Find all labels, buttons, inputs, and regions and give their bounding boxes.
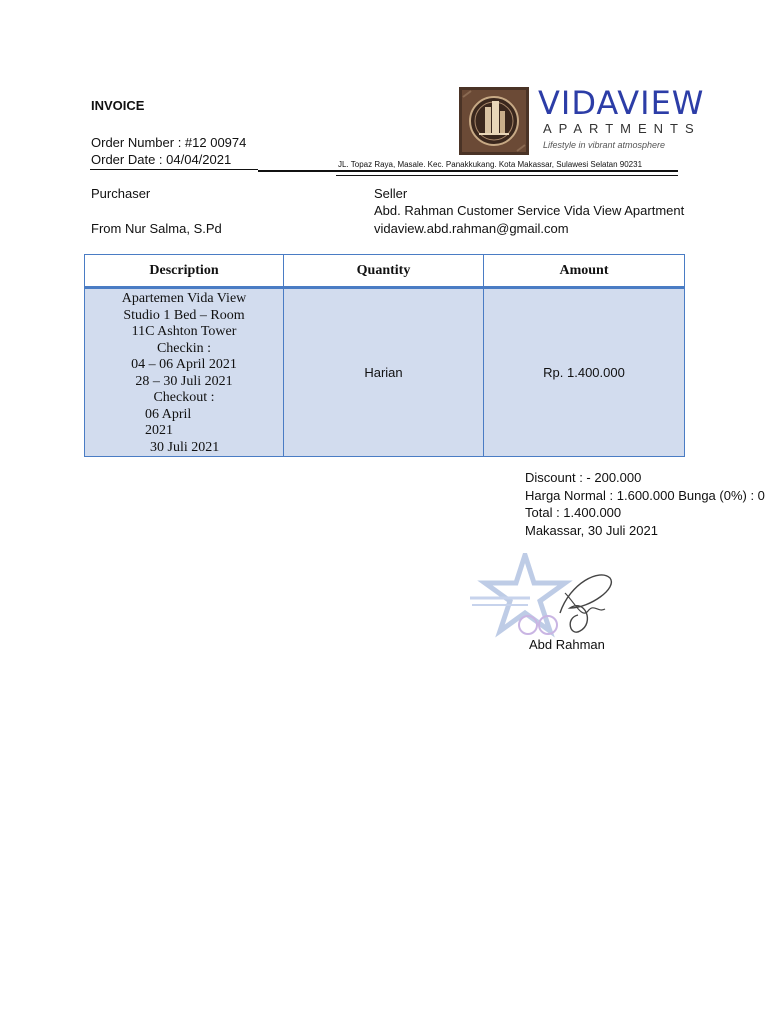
description-line: Studio 1 Bed – Room xyxy=(123,307,245,323)
building-logo-icon xyxy=(459,87,529,155)
order-number: Order Number : #12 00974 xyxy=(91,135,247,150)
description-line: Apartemen Vida View xyxy=(121,291,247,306)
header-description: Description xyxy=(85,255,284,288)
seller-name: Abd. Rahman Customer Service Vida View Apartment xyxy=(374,203,685,218)
purchaser-name: From Nur Salma, S.Pd xyxy=(91,221,222,236)
header-rule-thin xyxy=(336,175,678,176)
table-header-row xyxy=(85,255,685,288)
brand-subtitle: APARTMENTS xyxy=(543,121,701,136)
description-line: 30 Juli 2021 xyxy=(150,439,220,455)
description-line: 28 – 30 Juli 2021 xyxy=(135,373,233,389)
table-row xyxy=(85,288,685,457)
company-address: JL. Topaz Raya, Masale. Kec. Panakkukang. Kota Makassar, Sulawesi Selatan 90231 xyxy=(338,160,643,169)
description-line: 2021 xyxy=(145,423,173,438)
seller-label: Seller xyxy=(374,186,408,201)
description-line: Checkin : xyxy=(156,340,212,356)
description-cell xyxy=(85,288,284,457)
description-line: 06 April xyxy=(145,406,192,422)
seller-email: vidaview.abd.rahman@gmail.com xyxy=(374,221,569,236)
purchaser-label: Purchaser xyxy=(91,186,151,201)
signer-name: Abd Rahman xyxy=(529,637,605,652)
place-date-line: Makassar, 30 Juli 2021 xyxy=(525,523,658,538)
invoice-title: INVOICE xyxy=(91,98,145,113)
amount-cell: Rp. 1.400.000 xyxy=(484,288,685,457)
total-line: Total : 1.400.000 xyxy=(525,505,622,520)
quantity-cell: Harian xyxy=(284,288,484,457)
discount-line: Discount : - 200.000 xyxy=(525,470,642,485)
order-date: Order Date : 04/04/2021 xyxy=(91,152,232,167)
header-amount: Amount xyxy=(484,255,685,288)
order-date-underline xyxy=(90,169,258,170)
header-rule xyxy=(258,170,678,172)
description-line: 11C Ashton Tower xyxy=(131,324,237,339)
normal-price-line: Harga Normal : 1.600.000 Bunga (0%) : 0 xyxy=(525,488,765,503)
header-quantity: Quantity xyxy=(284,255,484,288)
description-line: 04 – 06 April 2021 xyxy=(131,357,237,372)
brand-name: VIDAVIEW xyxy=(538,84,705,122)
description-line: Checkout : xyxy=(153,390,215,405)
brand-tagline: Lifestyle in vibrant atmosphere xyxy=(543,140,666,150)
invoice-items-table xyxy=(84,254,685,457)
signature-stamp xyxy=(470,553,620,643)
